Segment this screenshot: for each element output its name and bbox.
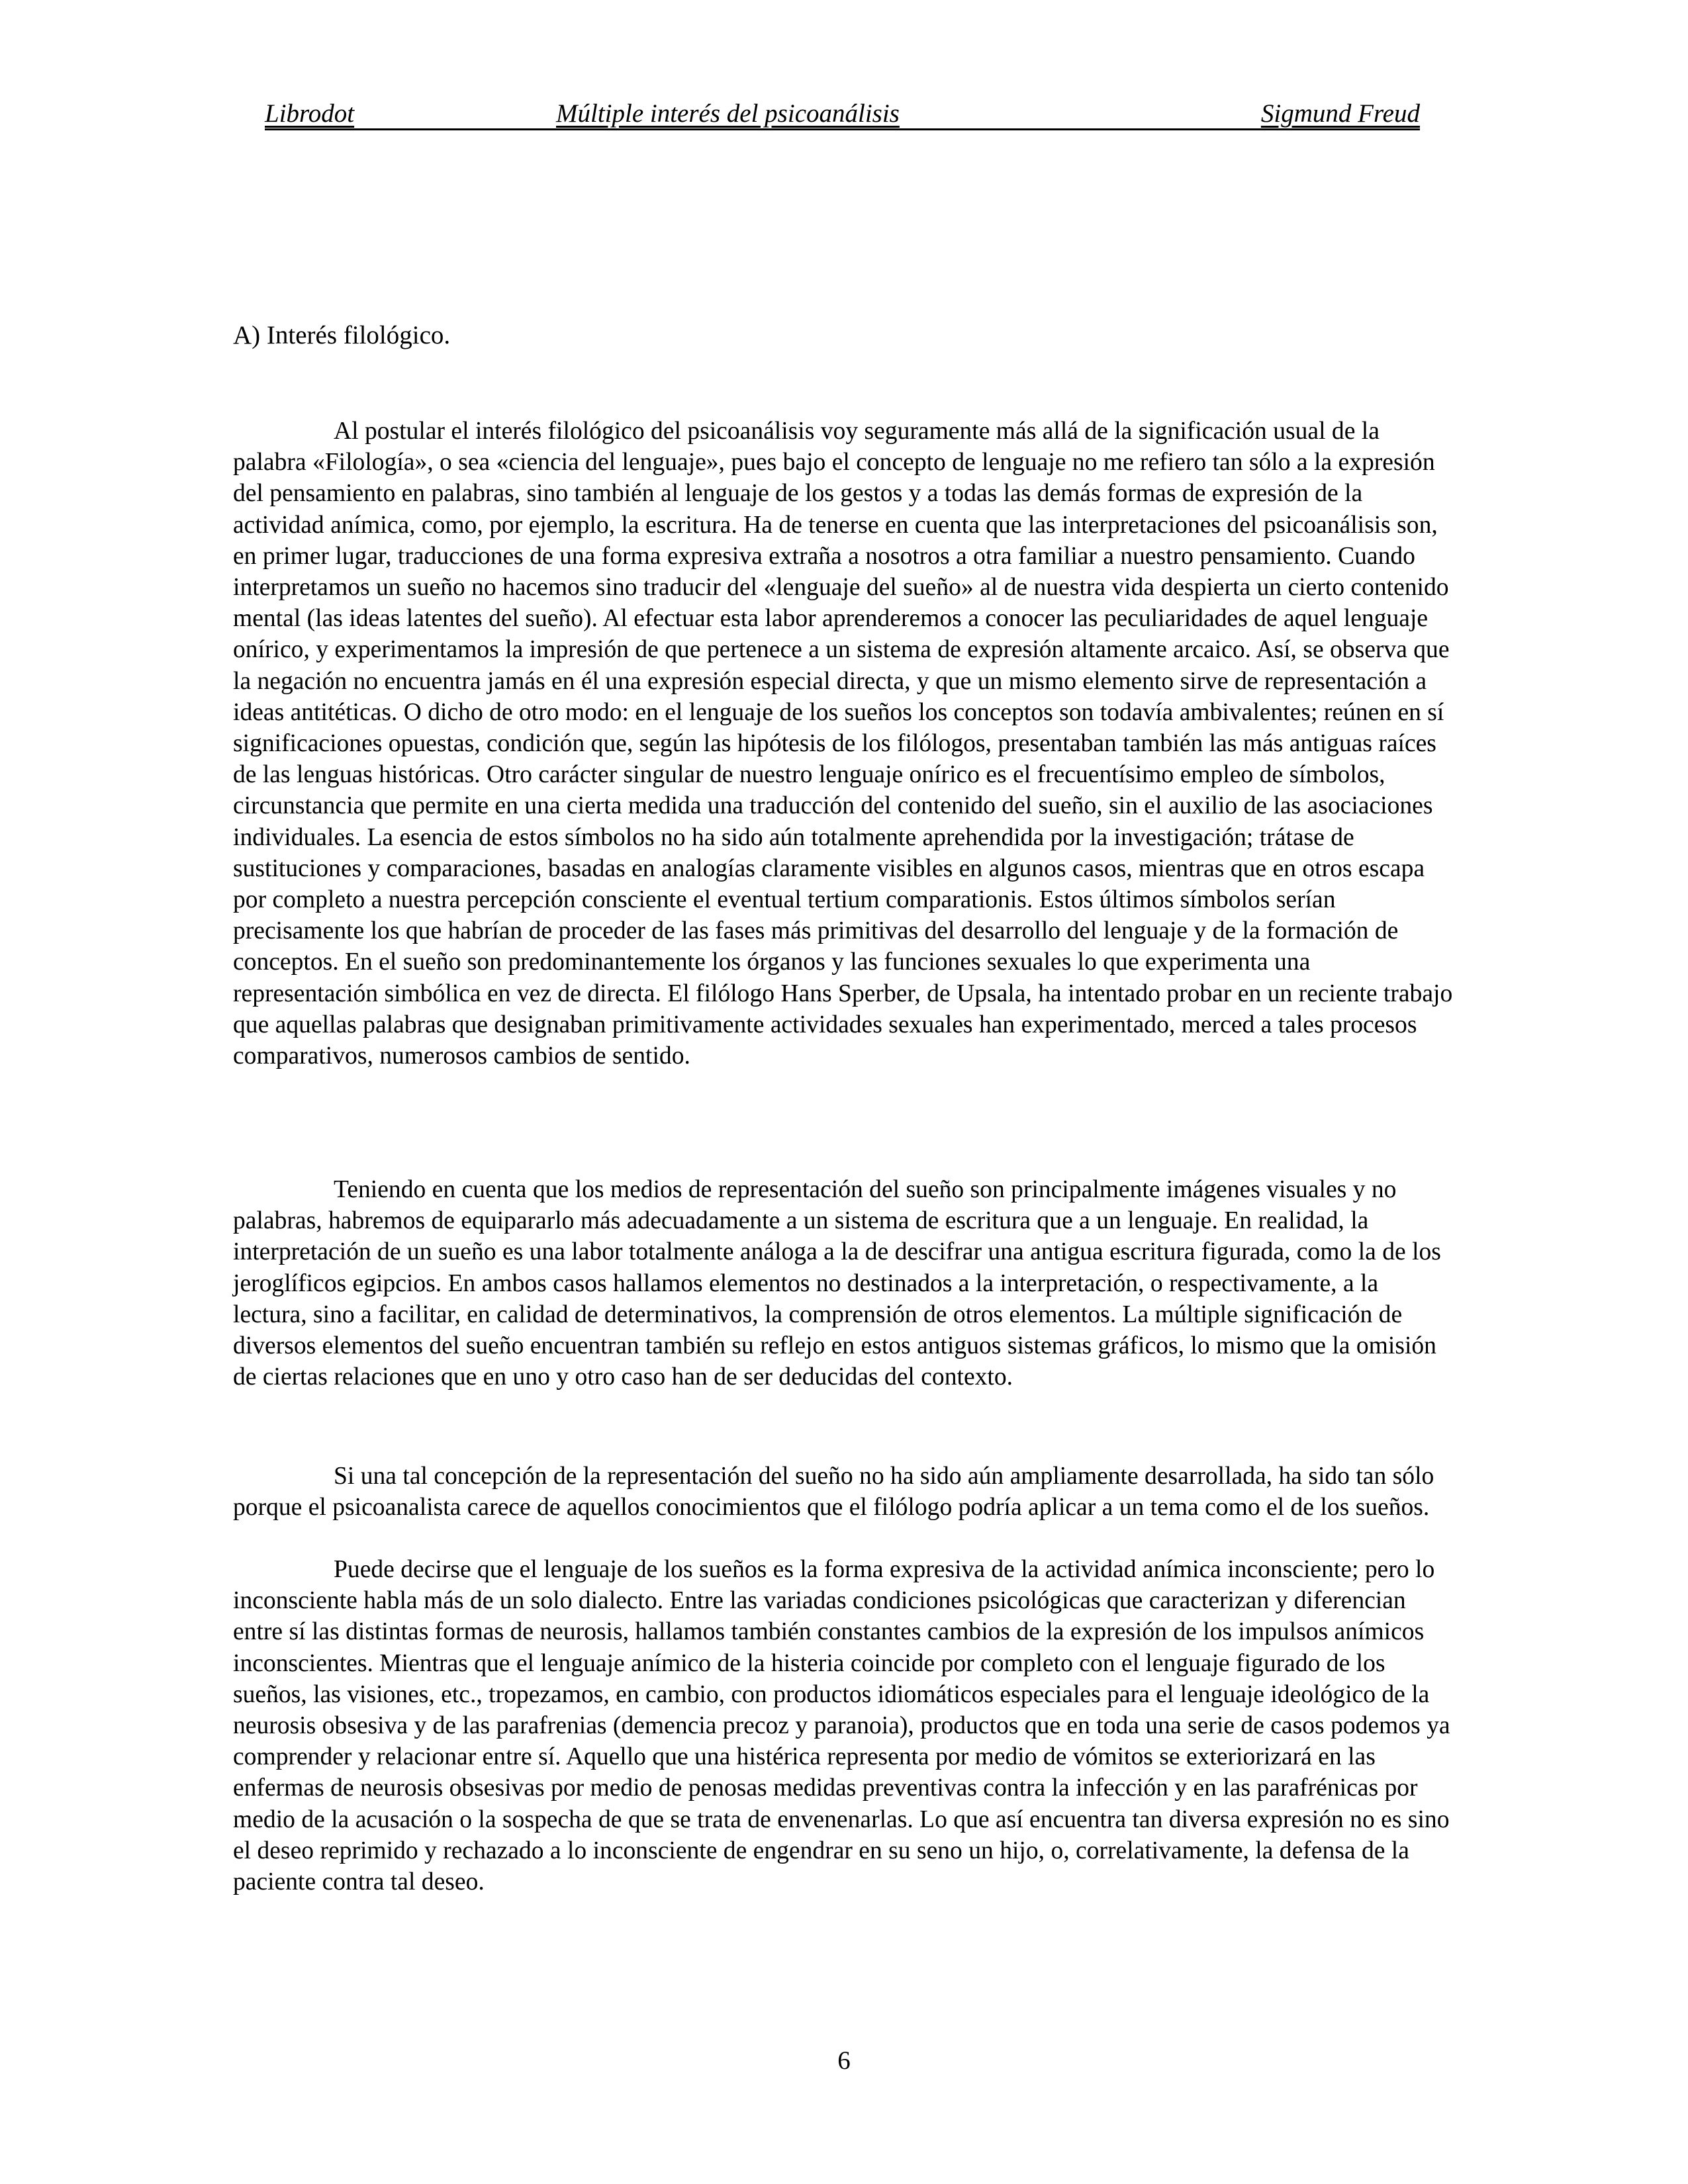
header-title: Múltiple interés del psicoanálisis [556, 99, 900, 128]
running-header [265, 99, 1420, 130]
section-title: A) Interés filológico. [233, 321, 451, 349]
header-author: Sigmund Freud [1260, 99, 1420, 128]
header-source: Librodot [265, 99, 355, 128]
paragraph-1: Al postular el interés filológico del psicoanálisis voy seguramente más allá de la significación usual de la palabra «Filología», o sea «ciencia del lenguaje», pues bajo el concepto de lenguaje no me refiero tan sólo a la expresión del pensamiento en palabras, sino también al lenguaje de los gestos y a todas las demás formas de expresión de la actividad anímica, como, por ejemplo, la escritura. Ha de tenerse en cuenta que las interpretaciones del psicoanálisis son, en primer lugar, traducciones de una forma expresiva extraña a nosotros a otra familiar a nuestro pensamiento. Cuando interpretamos un sueño no hacemos sino traducir del «lenguaje del sueño» al de nuestra vida despierta un cierto contenido mental (las ideas latentes del sueño). Al efectuar esta labor aprenderemos a conocer las peculiaridades de aquel lenguaje onírico, y experimentamos la impresión de que pertenece a un sistema de expresión altamente arcaico. Así, se observa que la negación no encuentra jamás en él una expresión especial directa, y que un mismo elemento sirve de representación a ideas antitéticas. O dicho de otro modo: en el lenguaje de los sueños los conceptos son todavía ambivalentes; reúnen en sí significaciones opuestas, condición que, según las hipótesis de los filólogos, presentaban también las más antiguas raíces de las lenguas históricas. Otro carácter singular de nuestro lenguaje onírico es el frecuentísimo empleo de símbolos, circunstancia que permite en una cierta medida una traducción del contenido del sueño, sin el auxilio de las asociaciones individuales. La esencia de estos símbolos no ha sido aún totalmente aprehendida por la investigación; trátase de sustituciones y comparaciones, basadas en analogías claramente visibles en algunos casos, mientras que en otros escapa por completo a nuestra percepción consciente el eventual tertium comparationis. Estos últimos símbolos serían precisamente los que habrían de proceder de las fases más primitivas del desarrollo del lenguaje y de la formación de conceptos. En el sueño son predominantemente los órganos y las funciones sexuales lo que experimenta una representación simbólica en vez de directa. El filólogo Hans Sperber, de Upsala, ha intentado probar en un reciente trabajo que aquellas palabras que designaban primitivamente actividades sexuales han experimentado, merced a tales procesos comparativos, numerosos cambios de sentido. [233, 418, 1453, 1070]
paragraph-4: Puede decirse que el lenguaje de los sueños es la forma expresiva de la actividad anímica inconsciente; pero lo inconsciente habla más de un solo dialecto. Entre las variadas condiciones psicológicas que caracterizan y diferencian entre sí las distintas formas de neurosis, hallamos también constantes cambios de la expresión de los impulsos anímicos inconscientes. Mientras que el lenguaje anímico de la histeria coincide por completo con el lenguaje figurado de los sueños, las visiones, etc., tropezamos, en cambio, con productos idiomáticos especiales para el lenguaje ideológico de la neurosis obsesiva y de las parafrenias (demencia precoz y paranoia), productos que en toda una serie de casos podemos ya comprender y relacionar entre sí. Aquello que una histérica representa por medio de vómitos se exteriorizará en las enfermas de neurosis obsesivas por medio de penosas medidas preventivas contra la infección y en las parafrénicas por medio de la acusación o la sospecha de que se trata de envenenarlas. Lo que así encuentra tan diversa expresión no es sino el deseo reprimido y rechazado a lo inconsciente de engendrar en su seno un hijo, o, correlativamente, la defensa de la paciente contra tal deseo. [233, 1556, 1450, 1896]
paragraph-3: Si una tal concepción de la representación del sueño no ha sido aún ampliamente desarrollada, ha sido tan sólo porque el psicoanalista carece de aquellos conocimientos que el filólogo podría aplicar a un tema como el de los sueños. [233, 1463, 1434, 1522]
page-number: 6 [837, 2046, 851, 2075]
paragraph-2: Teniendo en cuenta que los medios de representación del sueño son principalmente imágenes visuales y no palabras, habremos de equipararlo más adecuadamente a un sistema de escritura que a un lenguaje. En realidad, la interpretación de un sueño es una labor totalmente análoga a la de descifrar una antigua escritura figurada, como la de los jeroglíficos egipcios. En ambos casos hallamos elementos no destinados a la interpretación, o respectivamente, a la lectura, sino a facilitar, en calidad de determinativos, la comprensión de otros elementos. La múltiple significación de diversos elementos del sueño encuentran también su reflejo en estos antiguos sistemas gráficos, lo mismo que la omisión de ciertas relaciones que en uno y otro caso han de ser deducidas del contexto. [233, 1176, 1441, 1391]
